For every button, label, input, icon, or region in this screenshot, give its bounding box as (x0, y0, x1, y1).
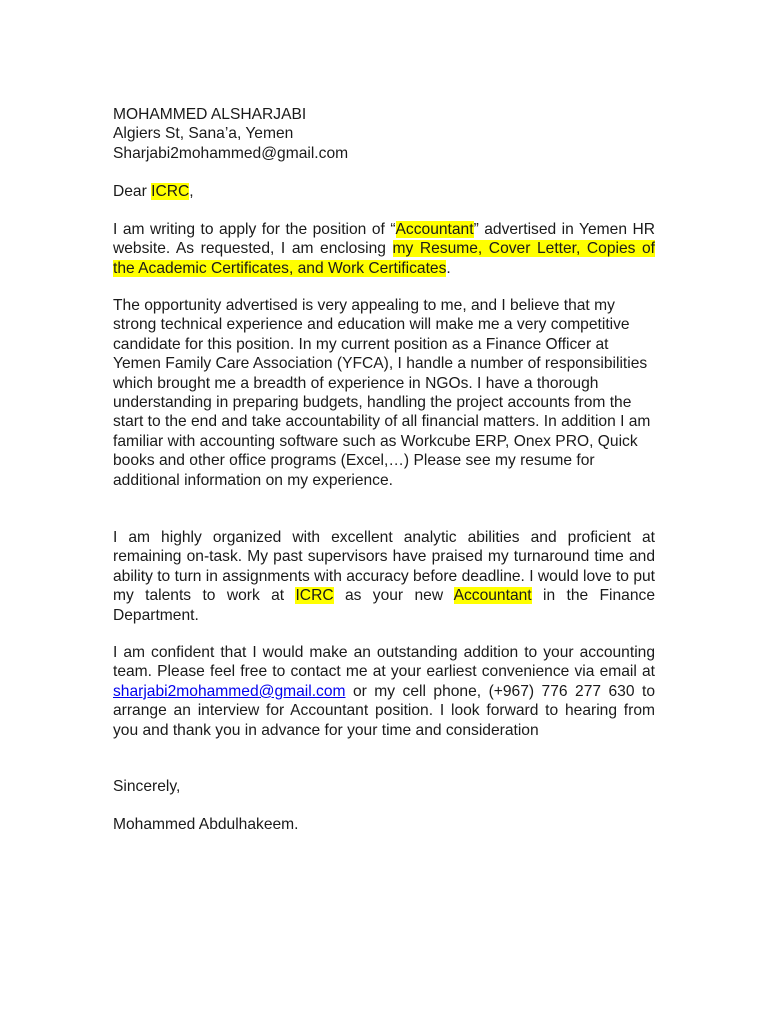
sender-address: Algiers St, Sana’a, Yemen (113, 125, 294, 143)
salutation-prefix: Dear (113, 183, 152, 200)
sender-email: Sharjabi2mohammed@gmail.com (113, 144, 349, 162)
skills-text-3: in the Finance Department. (113, 587, 655, 624)
closing-word: Sincerely, (113, 778, 181, 795)
intro-text-3: . (446, 259, 451, 277)
salutation-org-highlight: ICRC (151, 183, 190, 200)
closing-text-2: or my cell phone, (+967) 776 277 630 to arrange an interview for Accountant position. I look forward to hearing from you and thank you in advance for your time and consideration (113, 682, 655, 739)
intro-text-1: I am writing to apply for the position of “ (113, 221, 396, 238)
skills-text-2: as your new (333, 587, 454, 605)
sender-name: MOHAMMED ALSHARJABI (113, 106, 307, 123)
skills-org-highlight: ICRC (295, 587, 334, 605)
email-link[interactable]: sharjabi2mohammed@gmail.com (113, 682, 346, 700)
skills-text-1: I am highly organized with excellent analytic abilities and proficient at remaining on-task. My past supervisors have praised my turnaround time and ability to turn in assignments with accuracy before deadline. I would love to put my talents to work at (113, 529, 655, 605)
closing-text-1: I am confident that I would make an outstanding addition to your accounting team. Please feel free to contact me at your earliest convenience via email at (113, 644, 655, 681)
paragraph-skills (113, 528, 655, 625)
signature: Mohammed Abdulhakeem. (113, 816, 299, 833)
intro-position-highlight: Accountant (395, 221, 474, 238)
sender-header (113, 105, 655, 163)
paragraph-intro (113, 220, 655, 278)
skills-position-highlight: Accountant (453, 587, 532, 605)
intro-enclosures-highlight: my Resume, Cover Letter, Copies of the Academic Certificates, and Work Certificates (113, 240, 655, 277)
paragraph-closing (113, 643, 655, 740)
intro-text-2: ” advertised in Yemen HR website. As requested, I am enclosing (113, 221, 655, 258)
paragraph-experience: The opportunity advertised is very appealing to me, and I believe that my strong technical experience and education will make me a very competitive candidate for this position. In my current position as a Finance Officer at Yemen Family Care Association (YFCA), I handle a number of responsibilities which brought me a breadth of experience in NGOs. I have a thorough understanding in preparing budgets, handling the project accounts from the start to the end and take accountability of all financial matters. In addition I am familiar with accounting software such as Workcube ERP, Onex PRO, Quick books and other office programs (Excel,…) Please see my resume for additional information on my experience. (113, 297, 651, 489)
salutation (113, 182, 655, 201)
salutation-suffix: , (189, 183, 194, 200)
